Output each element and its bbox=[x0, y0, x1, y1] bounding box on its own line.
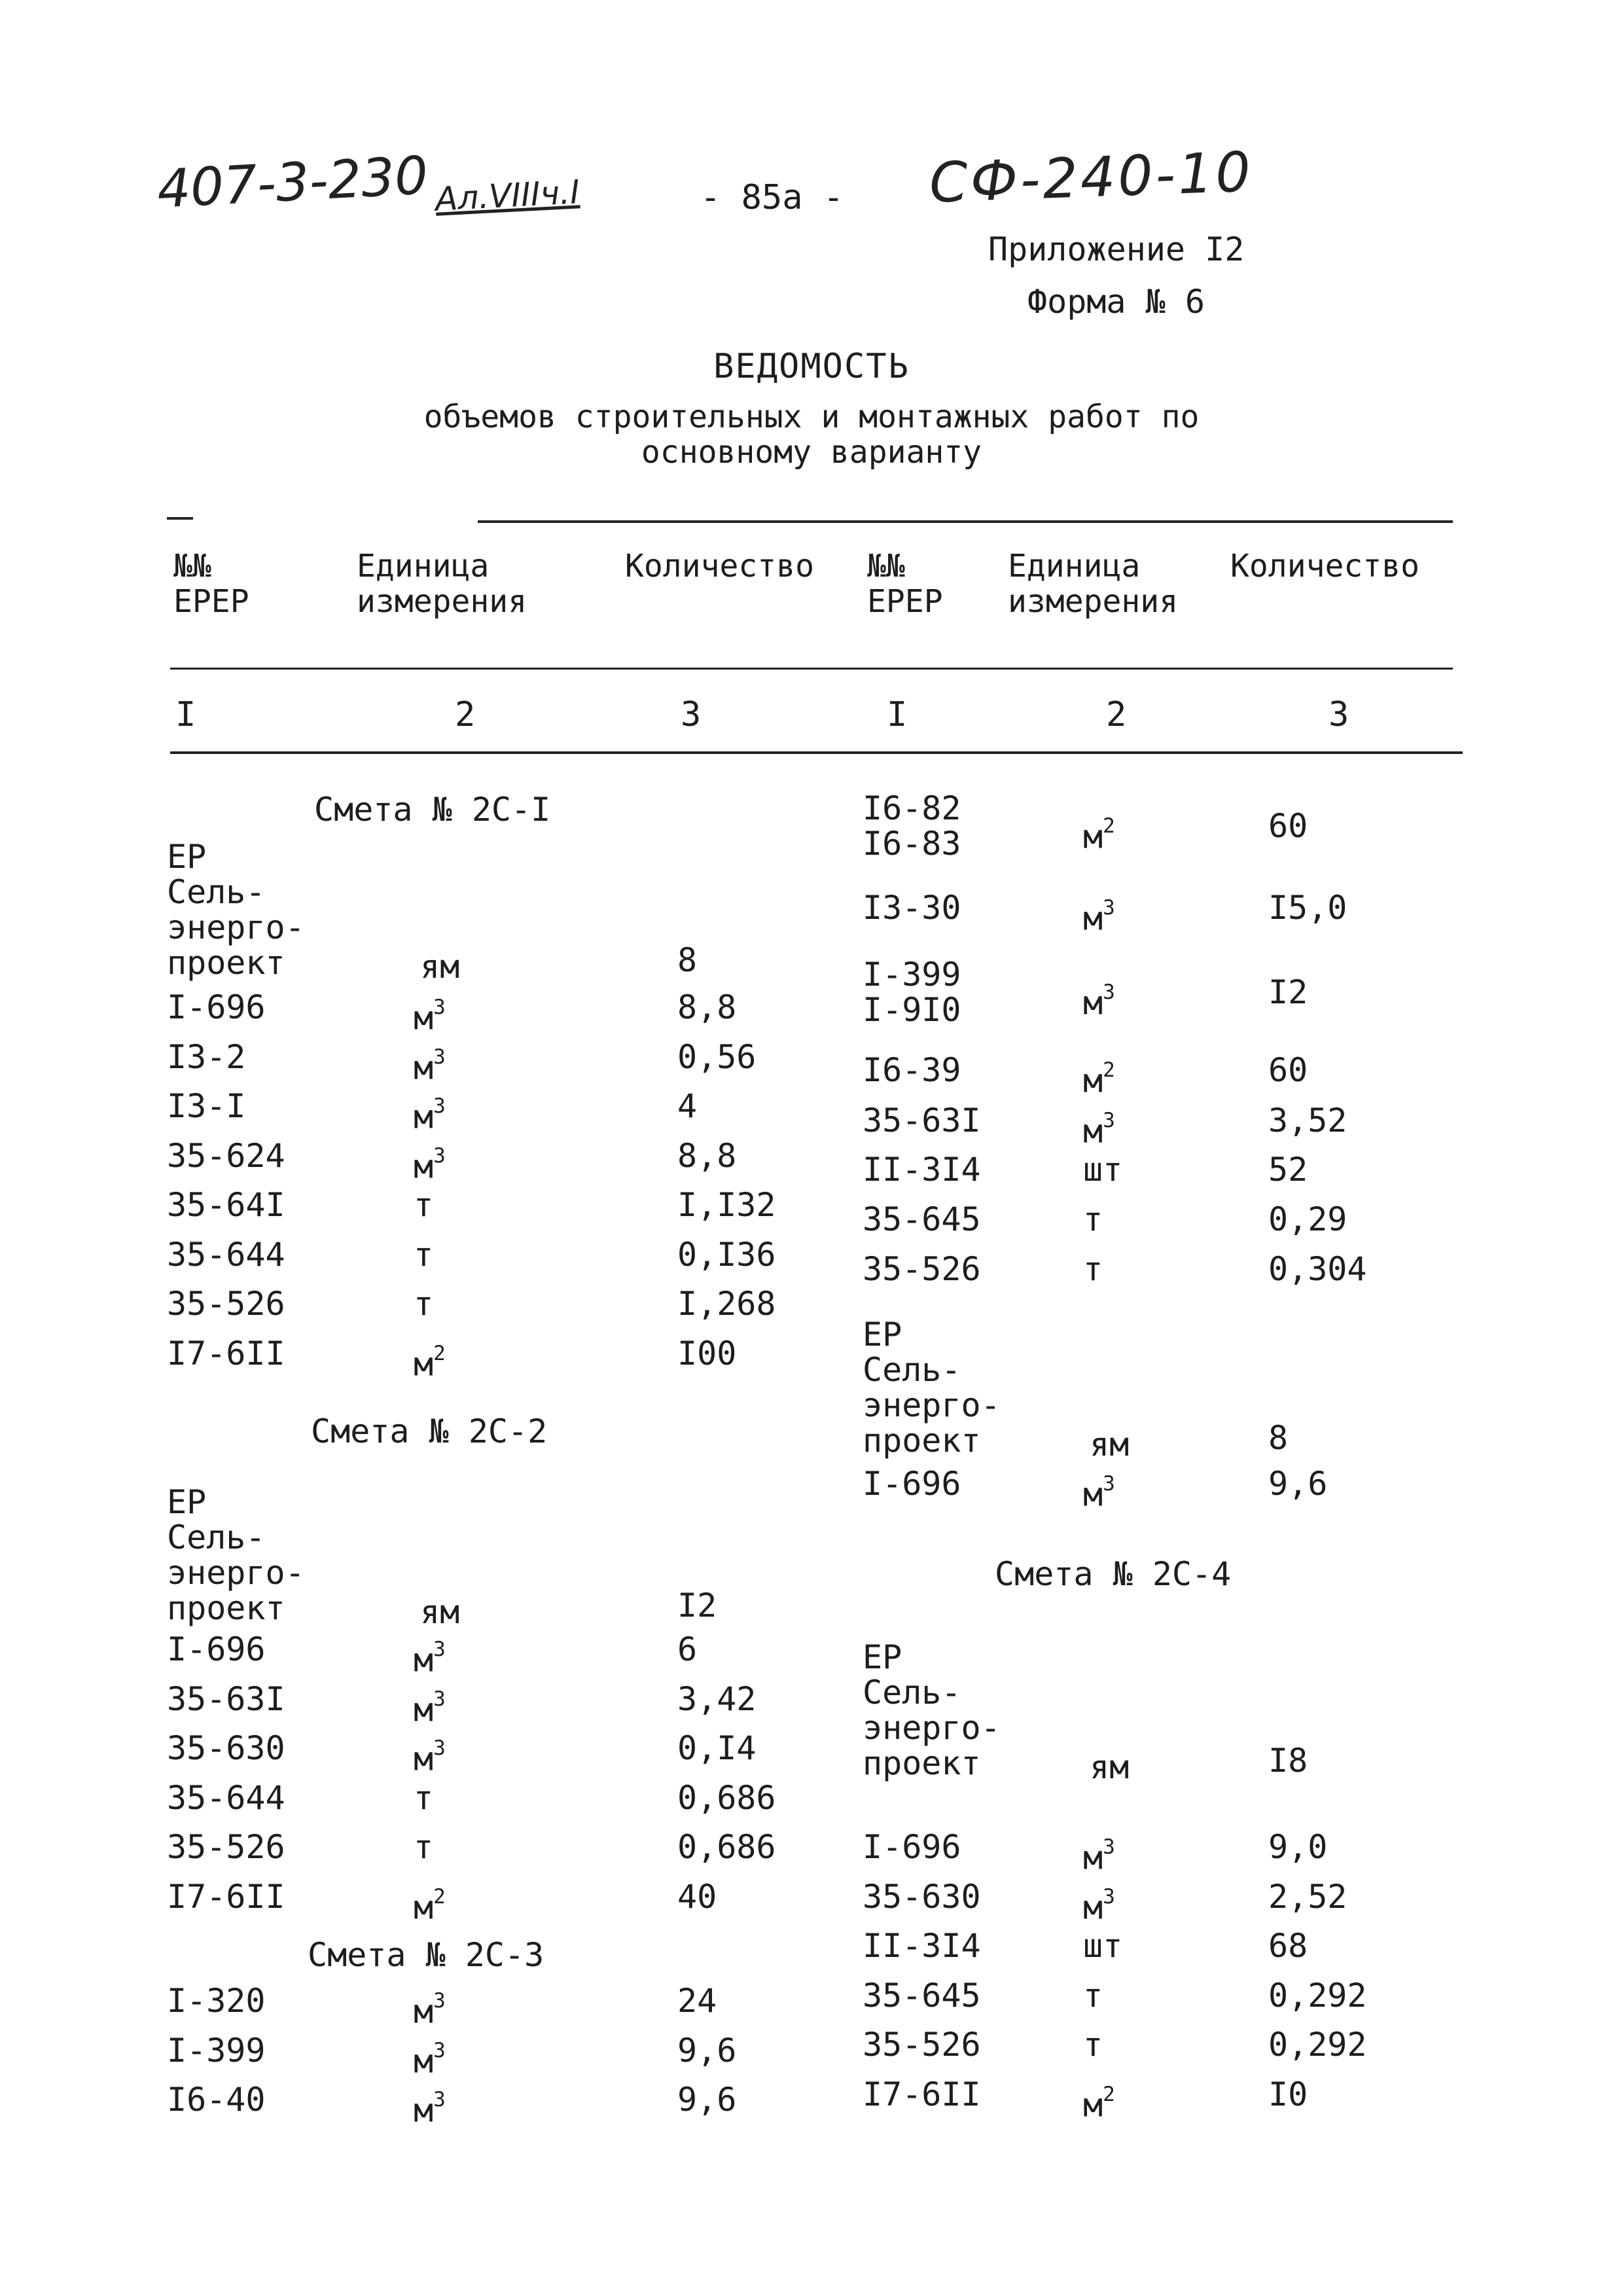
row-code: I3-I bbox=[167, 1087, 246, 1125]
col-header-er-left: №№ ЕРЕР bbox=[173, 548, 249, 620]
document-subtitle bbox=[0, 399, 1623, 470]
row-quantity: 0,I4 bbox=[677, 1729, 757, 1767]
unit-text: м bbox=[414, 1048, 434, 1086]
row-quantity: 68 bbox=[1268, 1927, 1308, 1965]
row-code: 35-526 bbox=[167, 1828, 285, 1866]
unit-exponent: 3 bbox=[433, 1094, 446, 1118]
unit-text: м bbox=[1083, 1062, 1103, 1100]
row-code: 35-645 bbox=[863, 1976, 981, 2015]
er-organization-code: ЕР Сель- энерго- проект bbox=[863, 1638, 1001, 1782]
unit-text: т bbox=[414, 1828, 434, 1866]
row-quantity: I2 bbox=[1268, 973, 1308, 1011]
row-code: I6-40 bbox=[167, 2081, 266, 2119]
row-code: 35-644 bbox=[167, 1235, 285, 1274]
unit-text: т bbox=[1083, 2026, 1103, 2064]
form-label: Форма № 6 bbox=[1027, 283, 1205, 321]
row-unit bbox=[1083, 2077, 1115, 2123]
row-quantity: I00 bbox=[677, 1334, 737, 1372]
unit-exponent: 2 bbox=[1103, 814, 1115, 838]
row-quantity: I,268 bbox=[677, 1285, 776, 1323]
row-unit bbox=[1083, 890, 1115, 936]
row-unit bbox=[414, 1336, 446, 1382]
er-unit: ям bbox=[420, 948, 460, 986]
document-title: ВЕДОМОСТЬ bbox=[713, 347, 910, 386]
row-unit bbox=[1083, 808, 1115, 854]
unit-exponent: 3 bbox=[1103, 1835, 1115, 1859]
row-quantity: 0,292 bbox=[1268, 2026, 1367, 2064]
row-unit bbox=[414, 1829, 433, 1865]
row-quantity: 4 bbox=[677, 1087, 698, 1125]
row-unit bbox=[414, 2033, 446, 2079]
row-quantity: 8,8 bbox=[677, 988, 737, 1026]
unit-text: м bbox=[1083, 984, 1103, 1022]
unit-exponent: 3 bbox=[433, 996, 446, 1019]
row-unit bbox=[414, 1286, 433, 1321]
row-quantity: I,I32 bbox=[677, 1186, 776, 1224]
unit-exponent: 3 bbox=[433, 1045, 446, 1069]
row-unit bbox=[414, 1088, 446, 1134]
unit-exponent: 3 bbox=[433, 2038, 446, 2062]
row-quantity: 0,292 bbox=[1268, 1976, 1367, 2015]
unit-text: м bbox=[414, 1690, 434, 1729]
unit-text: м bbox=[414, 1147, 434, 1185]
er-organization-code: ЕР Сель- энерго- проект bbox=[167, 1483, 305, 1627]
row-code: I7-6II bbox=[863, 2075, 981, 2113]
column-number-rule bbox=[170, 751, 1463, 754]
row-code: 35-630 bbox=[863, 1877, 981, 1916]
row-quantity: 9,6 bbox=[677, 2031, 737, 2070]
row-quantity: I0 bbox=[1268, 2075, 1308, 2113]
row-code: II-3I4 bbox=[863, 1151, 981, 1189]
row-quantity: 52 bbox=[1268, 1151, 1308, 1189]
unit-text: т bbox=[414, 1285, 434, 1323]
unit-exponent: 3 bbox=[433, 1638, 446, 1661]
col-header-qty-right: Количество bbox=[1230, 548, 1419, 584]
row-quantity: 3,42 bbox=[677, 1679, 757, 1718]
er-quantity: 8 bbox=[1268, 1419, 1289, 1457]
unit-text: м bbox=[1083, 1839, 1103, 1877]
unit-text: м bbox=[414, 1888, 434, 1926]
col-number-1-right: I bbox=[887, 695, 908, 734]
appendix-label: Приложение I2 bbox=[988, 230, 1245, 268]
row-code: I3-2 bbox=[167, 1037, 246, 1076]
er-unit: ям bbox=[1090, 1748, 1130, 1786]
unit-exponent: 3 bbox=[433, 1989, 446, 2013]
unit-text: м bbox=[414, 1641, 434, 1679]
col-number-1-left: I bbox=[175, 695, 196, 734]
row-code: I-696 bbox=[863, 1828, 961, 1866]
row-unit bbox=[1083, 2027, 1103, 2062]
row-code: I7-6II bbox=[167, 1877, 285, 1916]
row-code: 35-63I bbox=[167, 1679, 285, 1718]
row-unit bbox=[414, 1237, 433, 1272]
unit-text: шт bbox=[1083, 1151, 1123, 1189]
row-quantity: I5,0 bbox=[1268, 889, 1347, 927]
unit-exponent: 3 bbox=[1103, 1109, 1115, 1132]
unit-exponent: 3 bbox=[1103, 1884, 1115, 1909]
col-number-3-right: 3 bbox=[1329, 695, 1349, 734]
estimate-heading: Смета № 2С-I bbox=[314, 791, 551, 829]
row-quantity: 6 bbox=[677, 1630, 698, 1668]
row-unit bbox=[1083, 1052, 1115, 1098]
estimate-heading: Смета № 2С-3 bbox=[308, 1936, 544, 1974]
col-header-er-right: №№ ЕРЕР bbox=[867, 548, 943, 620]
page-number: - 85а - bbox=[700, 178, 844, 217]
unit-exponent: 2 bbox=[433, 1341, 446, 1365]
row-unit bbox=[414, 1681, 446, 1727]
unit-text: м bbox=[1083, 1888, 1103, 1926]
unit-text: шт bbox=[1083, 1927, 1123, 1965]
row-unit bbox=[1083, 1251, 1103, 1287]
row-code: 35-624 bbox=[167, 1136, 285, 1175]
row-quantity: 9,6 bbox=[677, 2081, 737, 2119]
row-quantity: 0,56 bbox=[677, 1037, 757, 1076]
subtitle-text: объемов строительных и монтажных работ по основному варианту bbox=[423, 399, 1200, 471]
top-rule-short bbox=[167, 517, 193, 520]
unit-exponent: 2 bbox=[433, 1884, 446, 1909]
row-unit bbox=[1083, 1978, 1103, 2013]
row-code: 35-644 bbox=[167, 1778, 285, 1817]
unit-text: м bbox=[414, 1740, 434, 1778]
unit-exponent: 3 bbox=[1103, 1472, 1115, 1496]
row-unit bbox=[414, 1780, 433, 1816]
unit-text: м bbox=[414, 2091, 434, 2130]
row-code: I-320 bbox=[167, 1982, 266, 2020]
row-unit bbox=[414, 1187, 433, 1223]
row-quantity: 9,0 bbox=[1268, 1828, 1328, 1866]
row-quantity: 0,304 bbox=[1268, 1250, 1367, 1288]
unit-exponent: 3 bbox=[433, 1687, 446, 1711]
unit-text: м bbox=[1083, 1475, 1103, 1514]
row-quantity: 9,6 bbox=[1268, 1465, 1328, 1503]
handwritten-album-part: Ал.VIIIч.I bbox=[434, 173, 581, 219]
handwritten-project-code: СФ-240-10 bbox=[928, 139, 1255, 215]
row-code: 35-526 bbox=[167, 1285, 285, 1323]
header-rule bbox=[170, 668, 1453, 670]
row-unit bbox=[1083, 1202, 1103, 1237]
unit-text: м bbox=[1083, 1112, 1103, 1151]
estimate-heading: Смета № 2С-2 bbox=[311, 1412, 548, 1450]
unit-text: м bbox=[414, 1992, 434, 2031]
unit-text: м bbox=[1083, 2085, 1103, 2124]
row-quantity: 0,686 bbox=[677, 1778, 776, 1817]
row-unit bbox=[1083, 1103, 1115, 1149]
row-unit bbox=[414, 1731, 446, 1776]
col-number-2-right: 2 bbox=[1106, 695, 1127, 734]
col-number-2-left: 2 bbox=[455, 695, 476, 734]
row-code: I3-30 bbox=[863, 889, 961, 927]
row-quantity: 40 bbox=[677, 1877, 717, 1916]
row-code: 35-526 bbox=[863, 2026, 981, 2064]
row-unit bbox=[1083, 1152, 1122, 1187]
row-quantity: 24 bbox=[677, 1982, 717, 2020]
row-code: 35-630 bbox=[167, 1729, 285, 1767]
row-code: I-696 bbox=[167, 988, 266, 1026]
er-quantity: I8 bbox=[1268, 1742, 1308, 1780]
unit-text: т bbox=[414, 1186, 434, 1224]
er-unit: ям bbox=[420, 1593, 460, 1631]
row-quantity: 2,52 bbox=[1268, 1877, 1347, 1916]
row-unit bbox=[1083, 1879, 1115, 1925]
row-code: 35-645 bbox=[863, 1200, 981, 1238]
handwritten-document-number: 407-3-230 bbox=[155, 145, 430, 220]
row-unit bbox=[1083, 1829, 1115, 1875]
row-code: I6-82 I6-83 bbox=[863, 789, 961, 863]
row-unit bbox=[414, 1983, 446, 2029]
unit-exponent: 3 bbox=[433, 1736, 446, 1760]
col-header-unit-left: Единица измерения bbox=[357, 548, 527, 620]
er-unit: ям bbox=[1090, 1426, 1130, 1463]
row-quantity: 60 bbox=[1268, 807, 1308, 845]
row-quantity: 8,8 bbox=[677, 1136, 737, 1175]
row-unit bbox=[1083, 1466, 1115, 1512]
unit-text: м bbox=[414, 999, 434, 1037]
row-unit bbox=[414, 990, 446, 1035]
row-unit bbox=[414, 1039, 446, 1085]
er-quantity: 8 bbox=[677, 941, 698, 979]
unit-text: т bbox=[414, 1235, 434, 1274]
row-code: I6-39 bbox=[863, 1051, 961, 1089]
row-code: 35-64I bbox=[167, 1186, 285, 1224]
er-quantity: I2 bbox=[677, 1587, 717, 1624]
row-unit bbox=[414, 2082, 446, 2128]
unit-exponent: 3 bbox=[1103, 896, 1115, 920]
row-unit bbox=[414, 1632, 446, 1677]
estimate-heading: Смета № 2С-4 bbox=[995, 1555, 1232, 1593]
unit-text: м bbox=[414, 1098, 434, 1136]
unit-text: м bbox=[1083, 899, 1103, 938]
er-organization-code: ЕР Сель- энерго- проект bbox=[863, 1316, 1001, 1460]
unit-text: м bbox=[414, 1344, 434, 1383]
col-number-3-left: 3 bbox=[681, 695, 702, 734]
unit-exponent: 2 bbox=[1103, 1058, 1115, 1082]
col-header-qty-left: Количество bbox=[625, 548, 814, 584]
top-rule bbox=[478, 520, 1453, 523]
row-quantity: 0,29 bbox=[1268, 1200, 1347, 1238]
row-code: I-696 bbox=[167, 1630, 266, 1668]
unit-text: т bbox=[1083, 1250, 1103, 1288]
unit-exponent: 3 bbox=[433, 1143, 446, 1168]
row-quantity: 0,I36 bbox=[677, 1235, 776, 1274]
unit-text: т bbox=[414, 1778, 434, 1817]
row-unit bbox=[1083, 1928, 1122, 1964]
unit-exponent: 3 bbox=[433, 2088, 446, 2111]
unit-text: м bbox=[1083, 817, 1103, 856]
row-quantity: 60 bbox=[1268, 1051, 1308, 1089]
row-quantity: 0,686 bbox=[677, 1828, 776, 1866]
row-unit bbox=[414, 1138, 446, 1184]
col-header-unit-right: Единица измерения bbox=[1008, 548, 1179, 620]
row-unit bbox=[1083, 975, 1115, 1020]
row-code: 35-526 bbox=[863, 1250, 981, 1288]
unit-text: т bbox=[1083, 1200, 1103, 1238]
unit-exponent: 3 bbox=[1103, 980, 1115, 1004]
row-code: II-3I4 bbox=[863, 1927, 981, 1965]
row-quantity: 3,52 bbox=[1268, 1102, 1347, 1139]
er-organization-code: ЕР Сель- энерго- проект bbox=[167, 838, 305, 982]
row-code: 35-63I bbox=[863, 1102, 981, 1139]
row-unit bbox=[414, 1879, 446, 1925]
unit-exponent: 2 bbox=[1103, 2082, 1115, 2106]
row-code: I-399 I-9I0 bbox=[863, 956, 961, 1029]
row-code: I-696 bbox=[863, 1465, 961, 1503]
unit-text: м bbox=[414, 2041, 434, 2080]
row-code: I-399 bbox=[167, 2031, 266, 2070]
unit-text: т bbox=[1083, 1976, 1103, 2015]
row-code: I7-6II bbox=[167, 1334, 285, 1372]
